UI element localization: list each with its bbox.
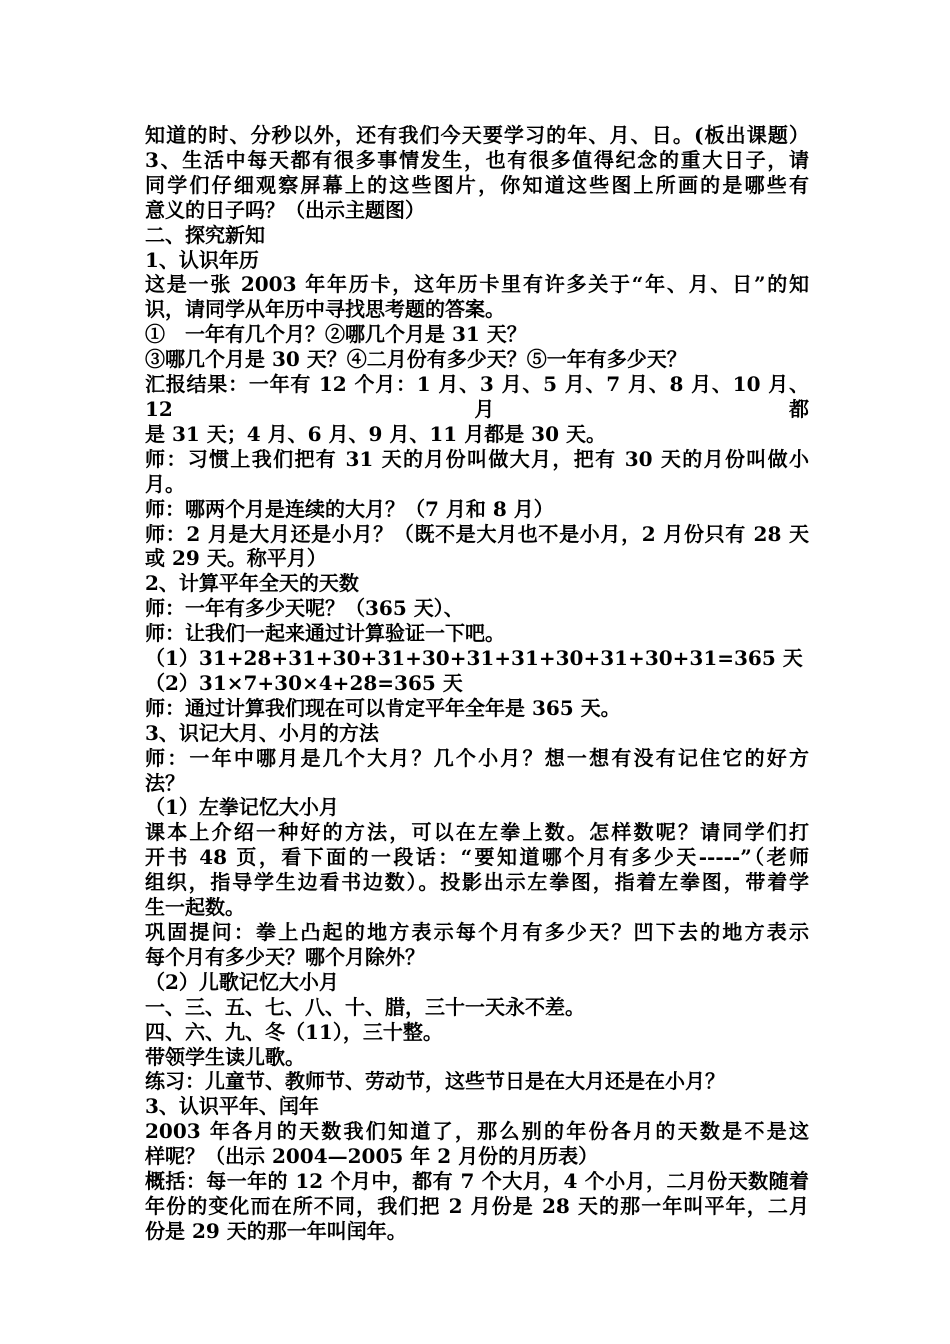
text-line: 识，请同学从年历中寻找思考题的答案。	[145, 297, 505, 322]
text-line: 概括：每一年的 12 个月中，都有 7 个大月，4 个小月，二月份天数随着	[145, 1169, 809, 1194]
text-line: 每个月有多少天？哪个月除外？	[145, 944, 425, 969]
text-line: 生一起数。	[145, 895, 245, 920]
text-line: 或 29 天。称平月）	[145, 546, 327, 571]
rhyme-line: 四、六、九、冬（11），三十整。	[145, 1019, 443, 1044]
text-line: 这是一张 2003 年年历卡，这年历卡里有许多关于“年、月、日”的知	[145, 272, 809, 297]
text-line: 师：通过计算我们现在可以肯定平年全年是 365 天。	[145, 695, 621, 720]
text-line: 师：一年中哪月是几个大月？几个小月？想一想有没有记住它的好方	[145, 745, 809, 770]
text-line: 师：哪两个月是连续的大月？（7 月和 8 月）	[145, 496, 554, 521]
section-heading: 二、探究新知	[145, 222, 265, 247]
text-line: 份是 29 天的那一年叫闰年。	[145, 1218, 407, 1243]
subsection-heading: （2）儿歌记忆大小月	[145, 969, 339, 994]
text-line: 3、生活中每天都有很多事情发生，也有很多值得纪念的重大日子，请	[145, 147, 809, 172]
subsection-heading: 1、认识年历	[145, 247, 259, 272]
rhyme-line: 一、三、五、七、八、十、腊，三十一天永不差。	[145, 994, 585, 1019]
subsection-heading: 2、计算平年全天的天数	[145, 571, 359, 596]
document-body	[145, 123, 809, 1244]
text-line: 带领学生读儿歌。	[145, 1044, 305, 1069]
text-line: 师：让我们一起来通过计算验证一下吧。	[145, 621, 505, 646]
text-line: 巩固提问：拳上凸起的地方表示每个月有多少天？凹下去的地方表示	[145, 920, 809, 944]
text-line: 汇报结果：一年有 12 个月：1 月、3 月、5 月、7 月、8 月、10 月、12 月都	[145, 372, 809, 421]
text-line: 知道的时、分秒以外，还有我们今天要学习的年、月、日。(板出课题）	[145, 123, 809, 147]
question-line: ③哪几个月是 30 天？④二月份有多少天？⑤一年有多少天？	[145, 347, 687, 372]
text-line: 练习：儿童节、教师节、劳动节，这些节日是在大月还是在小月？	[145, 1069, 725, 1094]
text-line: 月。	[145, 471, 185, 496]
calculation-line: （1）31+28+31+30+31+30+31+31+30+31+30+31=365 天	[145, 646, 803, 671]
text-line: 意义的日子吗？（出示主题图）	[145, 197, 425, 222]
text-line: 同学们仔细观察屏幕上的这些图片，你知道这些图上所画的是哪些有	[145, 172, 809, 197]
text-line: 师：2 月是大月还是小月？（既不是大月也不是小月，2 月份只有 28 天	[145, 521, 809, 546]
subsection-heading: （1）左拳记忆大小月	[145, 795, 339, 820]
subsection-heading: 3、识记大月、小月的方法	[145, 720, 379, 745]
text-line: 课本上介绍一种好的方法，可以在左拳上数。怎样数呢？请同学们打	[145, 820, 809, 845]
text-line: 法？	[145, 770, 185, 795]
subsection-heading: 3、认识平年、闰年	[145, 1094, 319, 1119]
text-line: 2003 年各月的天数我们知道了，那么别的年份各月的天数是不是这	[145, 1119, 809, 1144]
text-line: 师：习惯上我们把有 31 天的月份叫做大月，把有 30 天的月份叫做小	[145, 446, 809, 471]
calculation-line: （2）31×7+30×4+28=365 天	[145, 670, 463, 695]
text-line: 样呢？（出示 2004—2005 年 2 月份的月历表）	[145, 1144, 599, 1169]
text-line: 年份的变化而在所不同，我们把 2 月份是 28 天的那一年叫平年，二月	[145, 1193, 809, 1218]
text-line: 是 31 天；4 月、6 月、9 月、11 月都是 30 天。	[145, 421, 606, 446]
text-line: 师：一年有多少天呢？（365 天）、	[145, 596, 464, 621]
text-line: 开书 48 页，看下面的一段话：“要知道哪个月有多少天-----”（老师	[145, 845, 809, 870]
text-line: 组织，指导学生边看书边数）。投影出示左拳图，指着左拳图，带着学	[145, 870, 809, 895]
question-line: ① 一年有几个月？②哪几个月是 31 天？	[145, 322, 527, 347]
